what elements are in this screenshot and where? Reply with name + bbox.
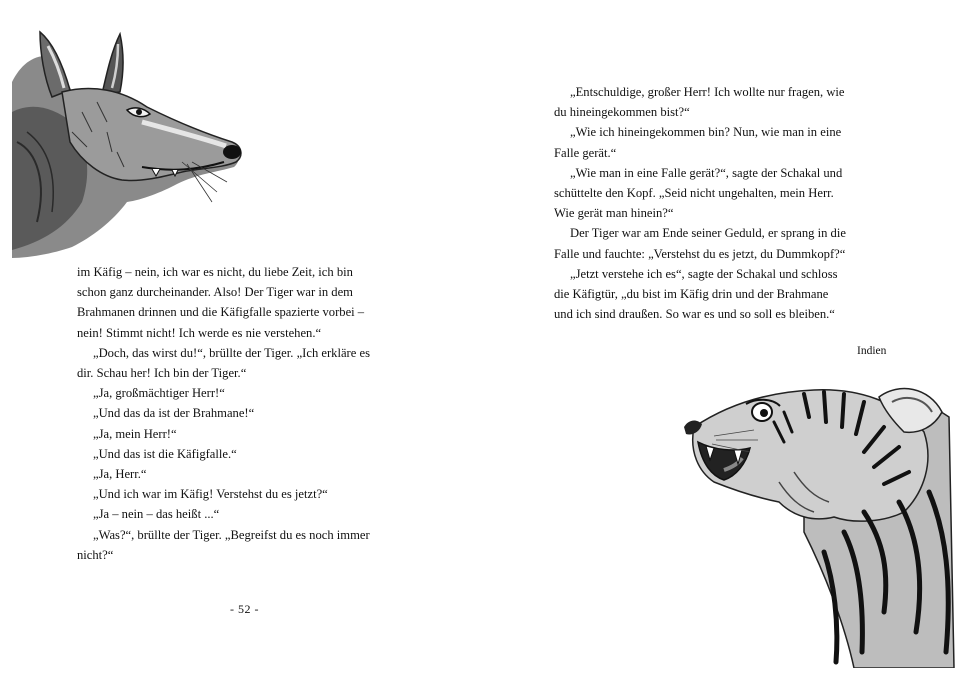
text-line: „Was?“, brüllte der Tiger. „Begreifst du es noch immer [93, 527, 370, 542]
story-origin: Indien [857, 345, 887, 357]
tiger-head-illustration [684, 372, 956, 668]
text-line: schüttelte den Kopf. „Seid nicht ungehalten, mein Herr. [554, 186, 834, 201]
text-line: schon ganz durcheinander. Also! Der Tiger war in dem [77, 285, 353, 300]
left-page-text [77, 262, 407, 565]
text-line: „Ja, Herr.“ [93, 467, 147, 482]
jackal-head-illustration [12, 22, 244, 258]
text-line: „Ja, mein Herr!“ [93, 426, 177, 441]
text-line: nein! Stimmt nicht! Ich werde es nie verstehen.“ [77, 325, 322, 340]
text-line: Der Tiger war am Ende seiner Geduld, er sprang in die [570, 226, 846, 241]
right-page [482, 0, 964, 680]
text-line: Wie gerät man hinein?“ [554, 206, 674, 221]
right-page-text [554, 82, 884, 324]
text-line: du hineingekommen bist?“ [554, 105, 690, 120]
text-line: nicht?“ [77, 547, 114, 562]
text-line: „Doch, das wirst du!“, brüllte der Tiger. „Ich erkläre es [93, 345, 370, 360]
text-line: „Wie ich hineingekommen bin? Nun, wie man in eine [570, 125, 842, 140]
text-line: „Ja, großmächtiger Herr!“ [93, 386, 225, 401]
text-line: Falle und fauchte: „Verstehst du es jetzt, du Dummkopf?“ [554, 246, 846, 261]
text-line: und ich sind draußen. So war es und so soll es bleiben.“ [554, 307, 835, 322]
text-line: „Ja – nein – das heißt ...“ [93, 507, 220, 522]
text-line: „Und das ist die Käfigfalle.“ [93, 446, 237, 461]
text-line: die Käfigtür, „du bist im Käfig drin und der Brahmane [554, 287, 829, 302]
text-line: „Entschuldige, großer Herr! Ich wollte nur fragen, wie [570, 85, 845, 99]
text-line: „Und ich war im Käfig! Verstehst du es jetzt?“ [93, 487, 328, 502]
text-line: im Käfig – nein, ich war es nicht, du liebe Zeit, ich bin [77, 265, 353, 279]
text-line: Falle gerät.“ [554, 145, 617, 160]
text-line: „Jetzt verstehe ich es“, sagte der Schakal und schloss [570, 266, 838, 281]
page-number: - 52 - [230, 602, 259, 616]
text-line: „Wie man in eine Falle gerät?“, sagte der Schakal und [570, 165, 843, 180]
text-line: Brahmanen drinnen und die Käfigfalle spazierte vorbei – [77, 305, 365, 320]
text-line: „Und das da ist der Brahmane!“ [93, 406, 255, 421]
text-line: dir. Schau her! Ich bin der Tiger.“ [77, 366, 247, 381]
